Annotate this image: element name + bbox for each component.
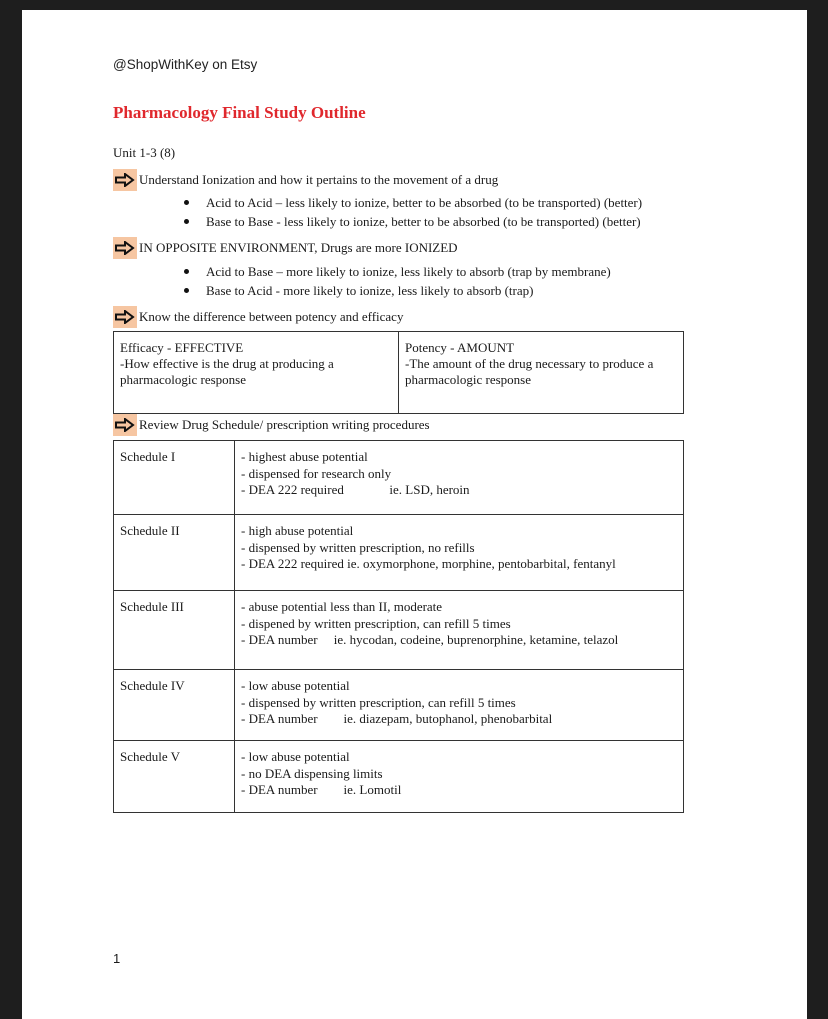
schedule-detail-line: - DEA 222 required ie. oxymorphone, morphine, pentobarbital, fentanyl <box>241 556 616 571</box>
potency-efficacy-heading-text: Know the difference between potency and efficacy <box>139 309 404 324</box>
schedule-detail-line: - highest abuse potential <box>241 449 368 464</box>
schedule-detail-line: - DEA 222 required ie. LSD, heroin <box>241 482 470 497</box>
right-arrow-icon <box>113 306 137 328</box>
ionization-heading-text: Understand Ionization and how it pertains to the movement of a drug <box>139 172 499 187</box>
ionization-bullet-list <box>182 193 642 231</box>
watermark-text: @ShopWithKey on Etsy <box>113 57 258 72</box>
potency-efficacy-table <box>113 331 684 414</box>
potency-cell <box>399 332 684 414</box>
opposite-environment-heading-text: IN OPPOSITE ENVIRONMENT, Drugs are more IONIZED <box>139 240 458 255</box>
table-row <box>114 741 684 813</box>
schedule-details-cell <box>235 591 684 670</box>
table-row <box>114 591 684 670</box>
schedule-details-cell <box>235 741 684 813</box>
schedule-detail-line: - dispensed by written prescription, no refills <box>241 539 475 555</box>
opposite-environment-heading <box>113 237 458 259</box>
opposite-bullet-list <box>182 262 611 300</box>
right-arrow-icon <box>113 414 137 436</box>
schedule-details-cell <box>235 441 684 515</box>
schedule-detail-line: - abuse potential less than II, moderate <box>241 599 443 614</box>
table-row <box>114 515 684 591</box>
right-arrow-icon <box>113 237 137 259</box>
schedule-detail-line: - low abuse potential <box>241 749 350 764</box>
efficacy-description-line: -How effective is the drug at producing a <box>120 356 334 371</box>
list-item: Acid to Acid – less likely to ionize, better to be absorbed (to be transported) (better) <box>182 193 642 212</box>
list-item: Base to Acid - more likely to ionize, less likely to absorb (trap) <box>182 281 611 300</box>
drug-schedule-heading-text: Review Drug Schedule/ prescription writing procedures <box>139 417 430 432</box>
schedule-detail-line: - dispened by written prescription, can refill 5 times <box>241 615 511 631</box>
schedule-name-cell: Schedule V <box>114 741 235 813</box>
ionization-heading <box>113 169 498 191</box>
table-row <box>114 441 684 515</box>
potency-description-line: -The amount of the drug necessary to produce a <box>405 356 654 371</box>
schedule-name-cell: Schedule I <box>114 441 235 515</box>
schedule-detail-line: - dispensed for research only <box>241 465 392 481</box>
efficacy-cell <box>114 332 399 414</box>
schedule-detail-line: - no DEA dispensing limits <box>241 765 383 781</box>
schedule-name-cell: Schedule IV <box>114 670 235 741</box>
right-arrow-icon <box>113 169 137 191</box>
page-title: Pharmacology Final Study Outline <box>113 103 366 122</box>
schedule-detail-line: - DEA number ie. diazepam, butophanol, phenobarbital <box>241 711 553 726</box>
schedule-name-cell: Schedule III <box>114 591 235 670</box>
schedule-name-cell: Schedule II <box>114 515 235 591</box>
schedule-details-cell <box>235 670 684 741</box>
page-number: 1 <box>113 951 121 966</box>
schedule-detail-line: - dispensed by written prescription, can refill 5 times <box>241 694 516 710</box>
document-page <box>22 10 807 1019</box>
list-item: Base to Base - less likely to ionize, better to be absorbed (to be transported) (better) <box>182 212 642 231</box>
drug-schedule-heading <box>113 414 430 436</box>
efficacy-description-line: pharmacologic response <box>120 372 246 387</box>
schedule-detail-line: - DEA number ie. hycodan, codeine, buprenorphine, ketamine, telazol <box>241 632 619 647</box>
unit-label: Unit 1-3 (8) <box>113 145 176 160</box>
schedule-detail-line: - DEA number ie. Lomotil <box>241 782 402 797</box>
schedule-details-cell <box>235 515 684 591</box>
schedule-detail-line: - high abuse potential <box>241 523 354 538</box>
list-item: Acid to Base – more likely to ionize, less likely to absorb (trap by membrane) <box>182 262 611 281</box>
potency-efficacy-heading <box>113 306 403 328</box>
schedule-detail-line: - low abuse potential <box>241 678 350 693</box>
potency-description-line: pharmacologic response <box>405 372 531 387</box>
table-row <box>114 670 684 741</box>
drug-schedule-table <box>113 440 684 813</box>
potency-title: Potency - AMOUNT <box>405 340 515 355</box>
efficacy-title: Efficacy - EFFECTIVE <box>120 340 244 355</box>
